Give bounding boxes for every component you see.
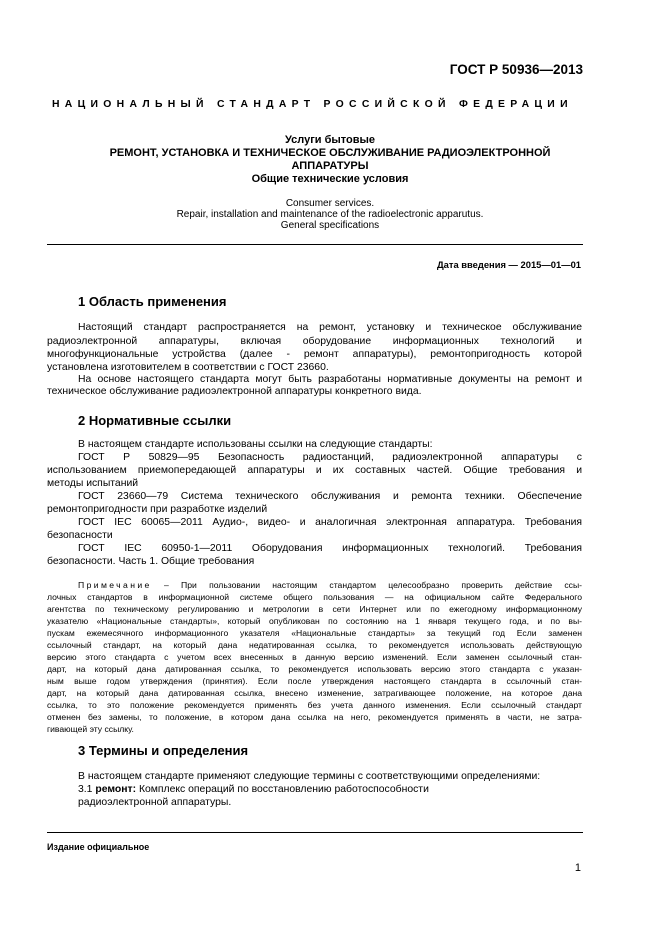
page-number: 1 <box>574 862 581 874</box>
note-line: дарт, на который дана датированная ссылка, то рекомендуется использовать версию этого стандарта с указан- <box>47 664 582 674</box>
section-2-line: ГОСТ IEC 60950-1—2011 Оборудования информационных технологий. Требования <box>78 543 582 554</box>
section-2-line: В настоящем стандарте использованы ссылки на следующие стандарты: <box>78 439 433 450</box>
note-line: ным выше годом утверждения (принятия). Если после утверждения настоящего стандарта в ссылочный стан- <box>47 676 582 686</box>
section-2-line: безопасности. Часть 1. Общие требования <box>47 556 255 567</box>
section-2-line: ГОСТ Р 50829—95 Безопасность радиостанций, радиоэлектронной аппаратуры с <box>78 452 582 463</box>
term-definition-line: радиоэлектронной аппаратуры. <box>78 797 232 808</box>
note-line: отменен без замены, то положение, в котором дана ссылка на него, рекомендуется применять в части, не затра- <box>47 712 582 722</box>
note-text: – При пользовании настоящим стандартом целесообразно проверить действие ссы- <box>151 580 582 590</box>
title-line-3: АППАРАТУРЫ <box>291 160 369 172</box>
section-2-line: ГОСТ 23660—79 Система технического обслуживания и ремонта техники. Обеспечение <box>78 491 582 502</box>
term-number: 3.1 <box>78 784 93 795</box>
section-2-line: методы испытаний <box>47 478 139 489</box>
term-name: ремонт: <box>95 784 137 795</box>
section-2-line: ГОСТ IEC 60065—2011 Аудио-, видео- и аналогичная электронная аппаратура. Требования <box>78 517 582 528</box>
section-1-line: многофункциональные устройства (далее - ремонт аппаратуры), ремонтопригодность которой <box>47 349 582 360</box>
note-line: версию этого стандарта с учетом всех внесенных в данную версию изменений. Если заменен ссылочный стан- <box>47 652 582 662</box>
note-line: агентства по техническому регулированию и метрологии в сети Интернет или по ежегодному информационному <box>47 604 582 614</box>
section-1-heading: 1 Область применения <box>78 294 227 309</box>
divider-top <box>47 244 583 245</box>
section-1-line: установлена изготовителем в соответствии с ГОСТ 23660. <box>47 362 329 373</box>
section-3-heading: 3 Термины и определения <box>78 743 249 758</box>
note-line: пускам ежемесячного информационного указателя «Национальные стандарты» за текущий год Если заменен <box>47 628 582 638</box>
section-1-line: Настоящий стандарт распространяется на ремонт, установку и техническое обслуживание <box>78 322 582 333</box>
note-line <box>78 580 582 590</box>
note-line: гивающей эту ссылку. <box>47 724 134 734</box>
section-1-line: На основе настоящего стандарта могут быть разработаны нормативные документы на ремонт и <box>78 374 582 385</box>
title-line-4: Общие технические условия <box>251 173 409 185</box>
title-line-1: Услуги бытовые <box>284 134 376 146</box>
term-definition-line <box>78 784 429 796</box>
section-3-intro: В настоящем стандарте применяют следующие термины с соответствующими определениями: <box>78 771 541 782</box>
section-1-line: техническое обслуживание радиоэлектронной аппаратуры конкретного вида. <box>47 386 422 397</box>
note-line: дарт, на который дана датированная ссылка, внесено изменение, затрагивающее положение, на которое дана <box>47 688 582 698</box>
title-line-2: РЕМОНТ, УСТАНОВКА И ТЕХНИЧЕСКОЕ ОБСЛУЖИВАНИЕ РАДИОЭЛЕКТРОННОЙ <box>109 147 551 159</box>
note-line: указателю «Национальные стандарты», который опубликован по состоянию на 1 января текущего года, и по вы- <box>47 616 582 626</box>
note-line: ссылка, то это положение рекомендуется применять без учета данного изменения. Если ссылочный стандарт <box>47 700 582 710</box>
english-title-line-2: Repair, installation and maintenance of the radioelectronic apparutus. <box>176 209 484 220</box>
section-1-line: радиоэлектронной аппаратуры, включая оборудование информационных технологий и <box>47 336 582 347</box>
section-2-line: ремонтопригодности при разработке изделий <box>47 504 268 515</box>
note-line: лочных стандартов в информационной системе общего пользования — на официальном сайте Федерального <box>47 592 582 602</box>
english-title-line-3: General specifications <box>280 220 380 231</box>
section-2-line: использованием приемопередающей аппаратуры и их составных частей. Общие требования и <box>47 465 582 476</box>
note-line: ссылочный стандарт, на который дана недатированная ссылка, то рекомендуется использовать действующую <box>47 640 582 650</box>
edition-label: Издание официальное <box>47 842 150 852</box>
section-2-line: безопасности <box>47 530 113 541</box>
section-2-heading: 2 Нормативные ссылки <box>78 413 232 428</box>
divider-bottom <box>47 832 583 833</box>
national-standard-banner: НАЦИОНАЛЬНЫЙ СТАНДАРТ РОССИЙСКОЙ ФЕДЕРАЦИИ <box>52 99 573 110</box>
standard-number: ГОСТ Р 50936—2013 <box>449 62 583 77</box>
note-label: Примечание <box>78 580 152 590</box>
term-definition: Комплекс операций по восстановлению работоспособности <box>136 784 429 795</box>
english-title-line-1: Consumer services. <box>285 198 375 209</box>
introduction-date: Дата введения — 2015—01—01 <box>436 259 581 270</box>
